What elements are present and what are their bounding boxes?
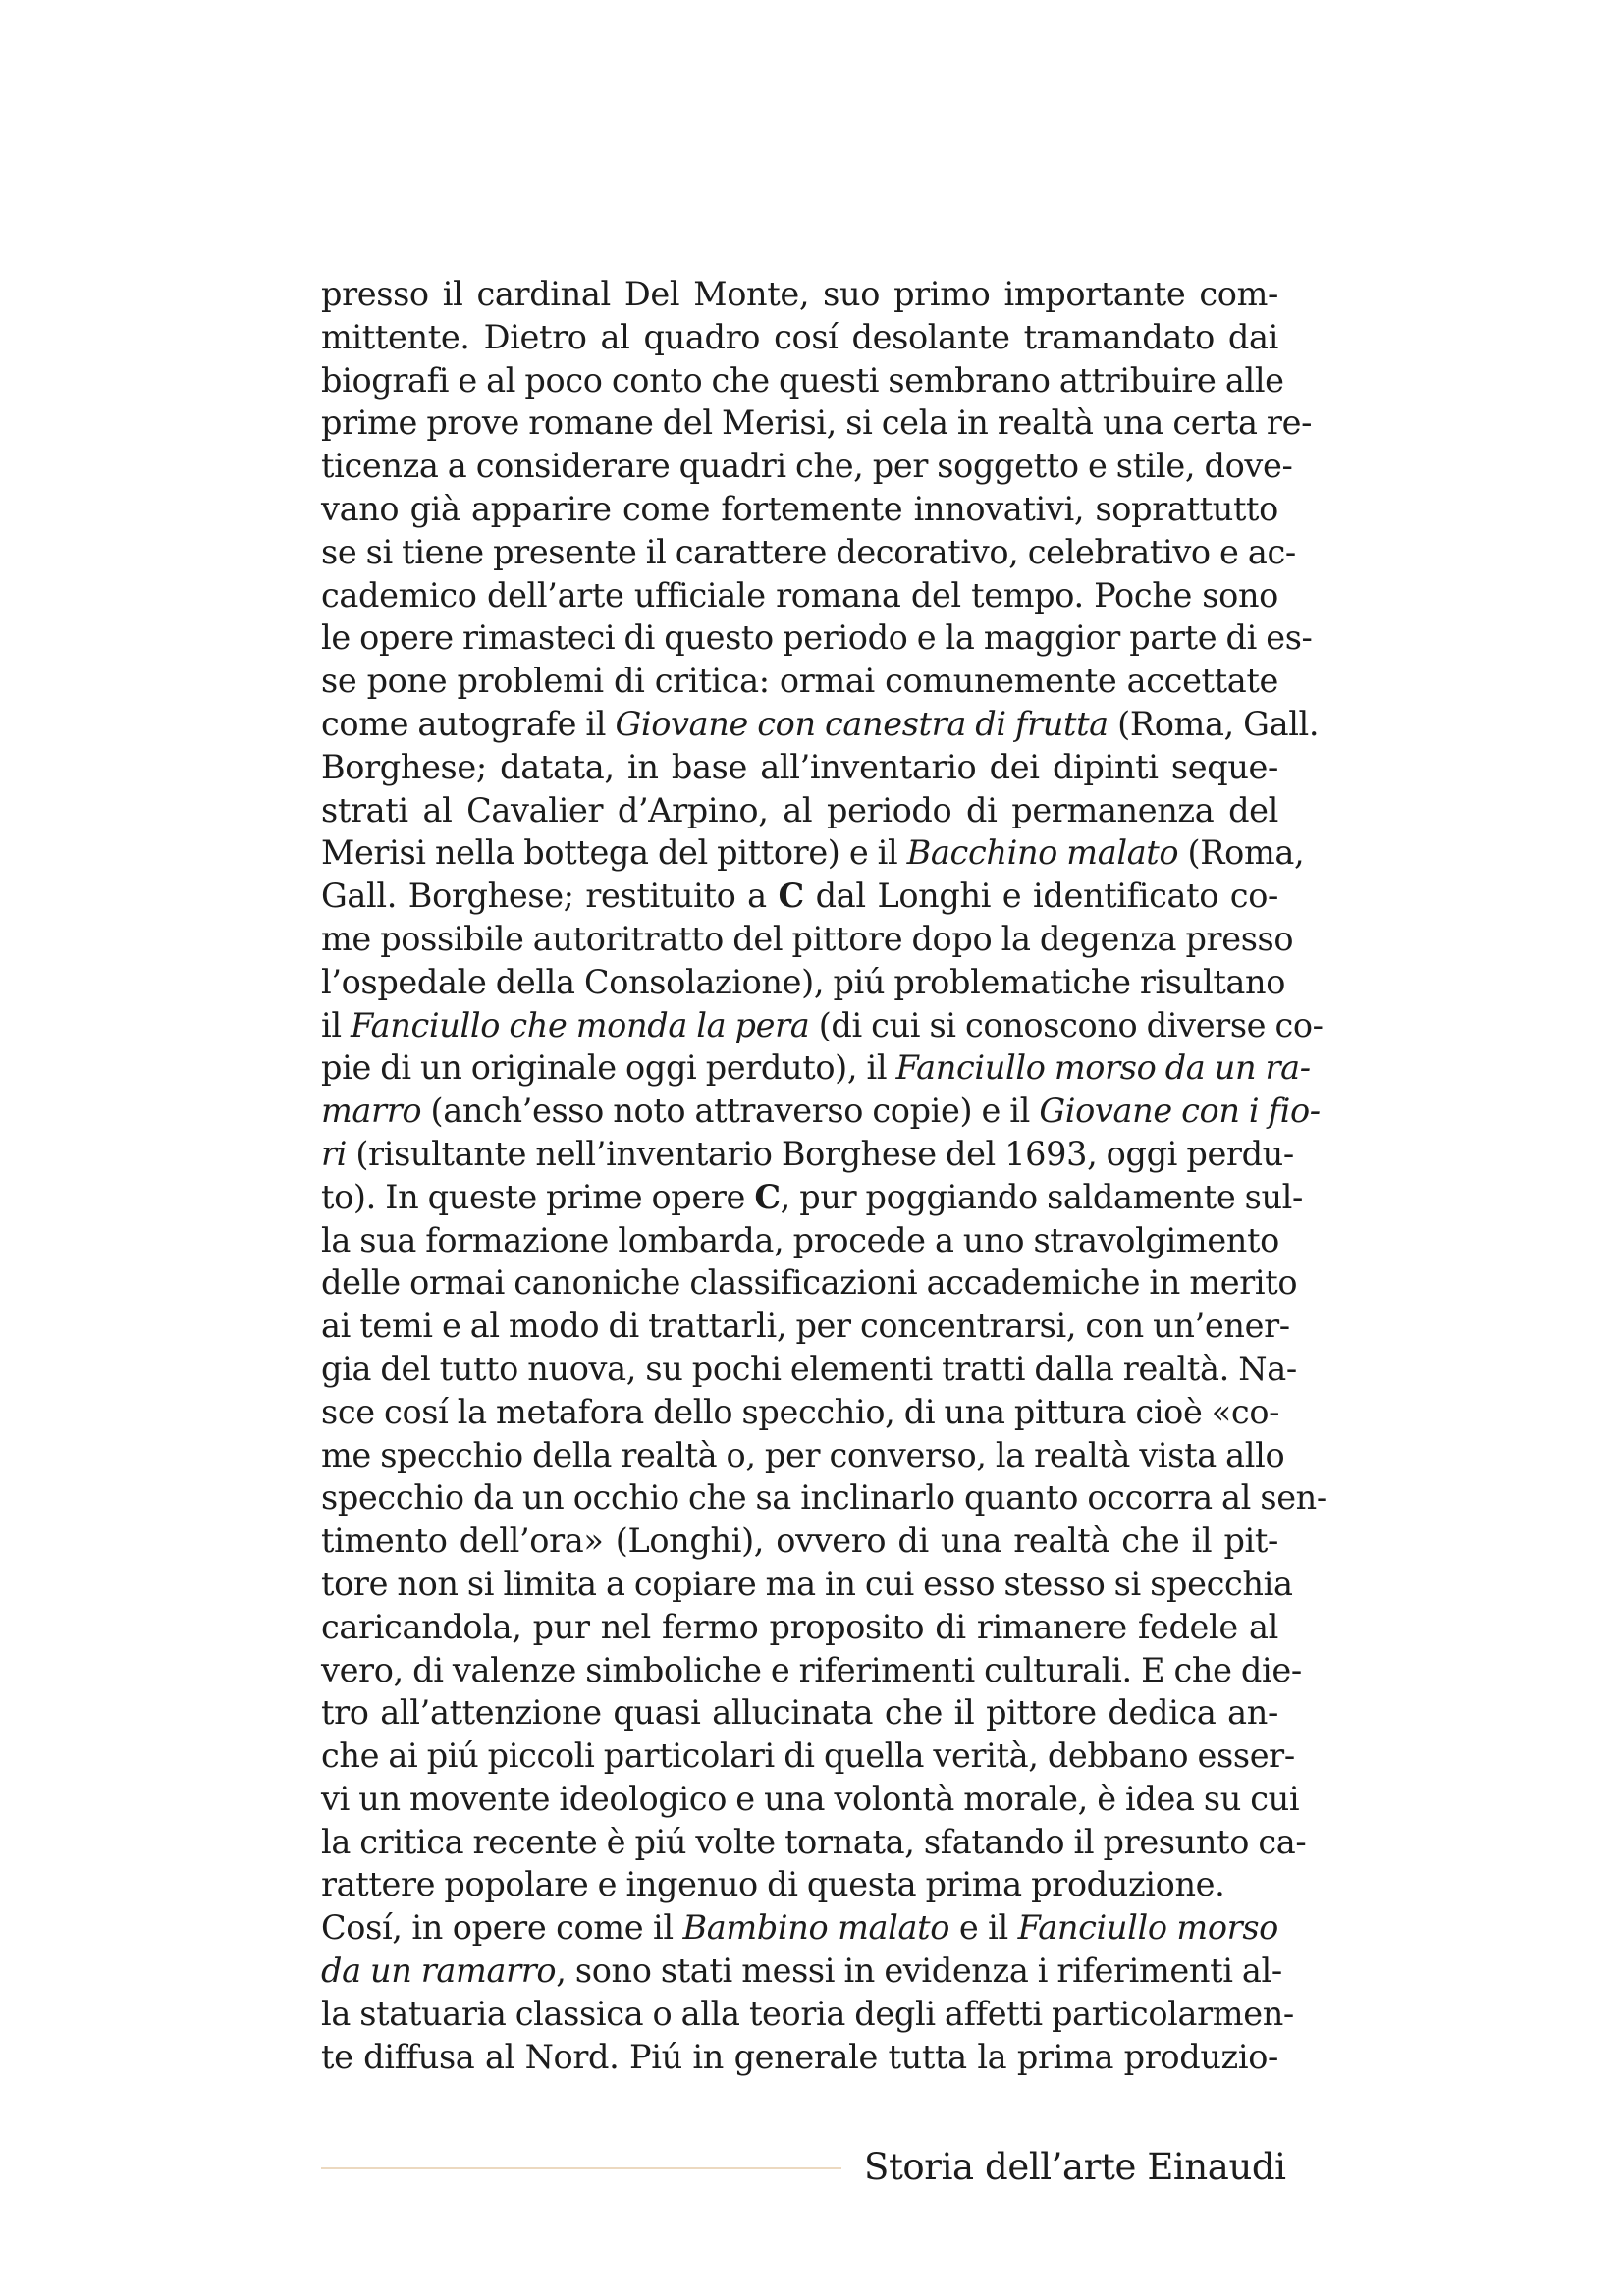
text-line <box>321 616 1313 660</box>
italic-title: Bacchino malato <box>906 833 1179 873</box>
text-run: tore non si limita a copiare ma in cui esso stesso si specchia <box>321 1564 1293 1603</box>
text-line <box>321 831 1305 875</box>
text-line <box>321 875 1278 918</box>
text-run: l’ospedale della Consolazione), piú problematiche risultano <box>321 962 1286 1001</box>
text-run: il <box>321 1005 352 1044</box>
text-line <box>321 1305 1290 1348</box>
text-line <box>321 1778 1300 1821</box>
text-run: te diffusa al Nord. Piú in generale tutta la prima produzio- <box>321 2037 1278 2076</box>
text-run: biografi e al poco conto che questi sembrano attribuire alle <box>321 360 1284 400</box>
italic-title: da un ramarro <box>321 1951 557 1991</box>
italic-title: Fanciullo morso da un ra- <box>895 1048 1311 1088</box>
text-line <box>321 1863 1278 1906</box>
text-run: la sua formazione lombarda, procede a uno stravolgimento <box>321 1220 1279 1259</box>
text-line <box>321 961 1286 1004</box>
text-line <box>321 1090 1321 1133</box>
text-run: (risultante nell’inventario Borghese del 1693, oggi perdu- <box>347 1134 1294 1173</box>
text-line <box>321 488 1278 531</box>
text-line <box>321 1906 1278 1949</box>
text-line <box>321 1176 1304 1219</box>
text-line <box>321 1219 1278 1262</box>
text-line <box>321 574 1278 617</box>
body-text <box>321 273 1327 2078</box>
footer-rule <box>321 2167 841 2169</box>
text-line <box>321 1434 1285 1477</box>
text-run: tro all’attenzione quasi allucinata che il pittore dedica an- <box>321 1693 1278 1733</box>
text-line <box>321 1046 1311 1090</box>
italic-title: Fanciullo morso <box>1017 1908 1278 1948</box>
italic-title: Fanciullo che monda la pera <box>351 1005 810 1044</box>
text-run: strati al Cavalier d’Arpino, al periodo di permanenza del <box>321 790 1278 829</box>
text-run: , sono stati messi in evidenza i riferimenti al- <box>556 1951 1282 1991</box>
text-run: prime prove romane del Merisi, si cela in realtà una certa re- <box>321 403 1313 443</box>
text-line <box>321 789 1278 832</box>
text-run: vano già apparire come fortemente innovativi, soprattutto <box>321 489 1278 528</box>
footer-title: Storia dell’arte Einaudi <box>864 2146 1286 2188</box>
text-line <box>321 316 1278 359</box>
text-run: to). In queste prime opere <box>321 1177 755 1216</box>
text-run: vi un movente ideologico e una volontà morale, è idea su cui <box>321 1779 1300 1818</box>
text-line <box>321 660 1278 703</box>
text-line <box>321 2036 1278 2079</box>
text-line <box>321 1261 1298 1305</box>
text-line <box>321 1004 1324 1047</box>
text-line <box>321 1520 1278 1563</box>
text-line <box>321 401 1313 445</box>
italic-title: Giovane con i fio- <box>1039 1092 1321 1131</box>
text-line <box>321 1606 1278 1649</box>
text-run: se si tiene presente il carattere decorativo, celebrativo e ac- <box>321 532 1296 571</box>
text-run: timento dell’ora» (Longhi), ovvero di una realtà che il pit- <box>321 1522 1278 1561</box>
text-run: cademico dell’arte ufficiale romana del tempo. Poche sono <box>321 575 1278 614</box>
text-run: e il <box>949 1908 1018 1948</box>
text-line <box>321 703 1320 746</box>
text-run: (anch’esso noto attraverso copie) e il <box>421 1092 1040 1131</box>
bold-initial: C <box>754 1177 781 1216</box>
text-line <box>321 359 1284 402</box>
text-line <box>321 746 1278 789</box>
text-line <box>321 1133 1294 1176</box>
text-run: se pone problemi di critica: ormai comunemente accettate <box>321 662 1278 701</box>
text-line <box>321 531 1296 574</box>
text-line <box>321 1348 1297 1391</box>
bold-initial: C <box>778 877 804 916</box>
text-run: che ai piú piccoli particolari di quella verità, debbano esser- <box>321 1736 1295 1776</box>
text-run: la statuaria classica o alla teoria degli affetti particolarmen- <box>321 1994 1294 2033</box>
text-run: le opere rimasteci di questo periodo e la maggior parte di es- <box>321 618 1313 658</box>
text-run: come autografe il <box>321 704 616 743</box>
text-run: vero, di valenze simboliche e riferimenti culturali. E che die- <box>321 1650 1302 1689</box>
text-run: Cosí, in opere come il <box>321 1908 683 1948</box>
text-line <box>321 445 1293 488</box>
text-run: delle ormai canoniche classificazioni accademiche in merito <box>321 1263 1298 1303</box>
text-line <box>321 1563 1293 1606</box>
text-run: me specchio della realtà o, per converso, la realtà vista allo <box>321 1435 1285 1474</box>
italic-title: marro <box>321 1092 422 1131</box>
text-run: dal Longhi e identificato co- <box>803 877 1278 916</box>
text-run: Merisi nella bottega del pittore) e il <box>321 833 907 873</box>
text-line <box>321 273 1278 316</box>
text-run: rattere popolare e ingenuo di questa prima produzione. <box>321 1865 1225 1904</box>
text-run: Gall. Borghese; restituito a <box>321 877 779 916</box>
text-run: specchio da un occhio che sa inclinarlo quanto occorra al sen- <box>321 1478 1327 1518</box>
text-run: ai temi e al modo di trattarli, per concentrarsi, con un’ener- <box>321 1307 1290 1346</box>
text-run: sce cosí la metafora dello specchio, di una pittura cioè «co- <box>321 1392 1280 1431</box>
text-run: , pur poggiando saldamente sul- <box>780 1177 1304 1216</box>
text-run: la critica recente è piú volte tornata, sfatando il presunto ca- <box>321 1822 1307 1861</box>
text-run: Borghese; datata, in base all’inventario dei dipinti seque- <box>321 747 1278 786</box>
text-run: (di cui si conoscono diverse co- <box>809 1005 1324 1044</box>
text-run: me possibile autoritratto del pittore dopo la degenza presso <box>321 919 1294 958</box>
text-run: presso il cardinal Del Monte, suo primo importante com- <box>321 275 1278 313</box>
text-line <box>321 918 1294 961</box>
text-line <box>321 1949 1282 1993</box>
text-run: pie di un originale oggi perduto), il <box>321 1048 896 1088</box>
text-line <box>321 1691 1278 1735</box>
text-line <box>321 1649 1302 1692</box>
text-run: ticenza a considerare quadri che, per soggetto e stile, dove- <box>321 447 1293 486</box>
text-line <box>321 1476 1327 1520</box>
text-line <box>321 1821 1307 1864</box>
text-run: (Roma, Gall. <box>1108 704 1320 743</box>
italic-title: Giovane con canestra di frutta <box>615 704 1109 743</box>
text-run: gia del tutto nuova, su pochi elementi tratti dalla realtà. Na- <box>321 1349 1297 1388</box>
text-run: (Roma, <box>1178 833 1305 873</box>
text-run: mittente. Dietro al quadro cosí desolante tramandato dai <box>321 317 1278 356</box>
text-line <box>321 1993 1294 2036</box>
italic-title: Bambino malato <box>682 1908 950 1948</box>
text-run: caricandola, pur nel fermo proposito di rimanere fedele al <box>321 1607 1278 1646</box>
text-line <box>321 1735 1295 1778</box>
text-line <box>321 1391 1278 1434</box>
italic-title: ri <box>321 1134 348 1173</box>
